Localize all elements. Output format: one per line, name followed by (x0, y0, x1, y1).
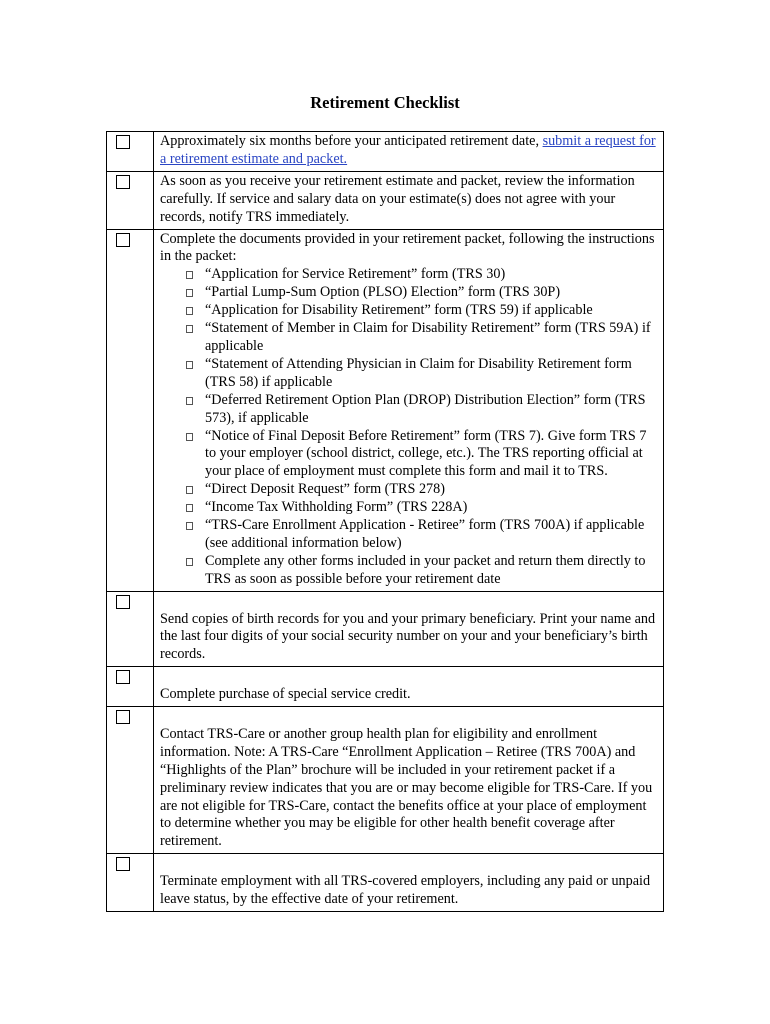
checklist-item-text: Approximately six months before your anticipated retirement date, submit a request for a retirement estimate and packet. (154, 132, 664, 172)
forms-list (160, 266, 659, 588)
checkbox[interactable] (116, 710, 130, 724)
checklist-item-text: Terminate employment with all TRS-covered employers, including any paid or unpaid leave status, by the effective date of your retirement. (154, 854, 664, 912)
list-item: “Deferred Retirement Option Plan (DROP) Distribution Election” form (TRS 573), if applicable (184, 392, 659, 428)
checklist-row (107, 171, 664, 229)
checklist-row (107, 707, 664, 854)
checkbox-cell (107, 707, 154, 854)
checklist-item-text: Complete purchase of special service credit. (154, 667, 664, 707)
list-item: “Direct Deposit Request” form (TRS 278) (184, 481, 659, 499)
checklist-item-text: As soon as you receive your retirement estimate and packet, review the information carefully. If service and salary data on your estimate(s) does not agree with your records, notify TRS immediately. (154, 171, 664, 229)
bullet-box-icon (186, 325, 193, 333)
checkbox[interactable] (116, 595, 130, 609)
bullet-box-icon (186, 361, 193, 369)
checklist-row (107, 854, 664, 912)
checklist-item-text (154, 229, 664, 591)
checkbox-cell (107, 171, 154, 229)
bullet-box-icon (186, 504, 193, 512)
list-item: “Partial Lump-Sum Option (PLSO) Election” form (TRS 30P) (184, 284, 659, 302)
list-item: Complete any other forms included in your packet and return them directly to TRS as soon as possible before your retirement date (184, 553, 659, 589)
checklist-item-text: Send copies of birth records for you and your primary beneficiary. Print your name and the last four digits of your social security number on your and your beneficiary’s birth records. (154, 591, 664, 667)
checkbox-cell (107, 667, 154, 707)
bullet-box-icon (186, 307, 193, 315)
page-title: Retirement Checklist (310, 93, 460, 112)
list-item: “Notice of Final Deposit Before Retirement” form (TRS 7). Give form TRS 7 to your employer (school district, college, etc.). The TRS reporting official at your place of employment must complete this form and mail it to TRS. (184, 428, 659, 482)
list-item: “TRS-Care Enrollment Application - Retiree” form (TRS 700A) if applicable (see additional information below) (184, 517, 659, 553)
checkbox-cell (107, 854, 154, 912)
checkbox-cell (107, 591, 154, 667)
bullet-box-icon (186, 397, 193, 405)
checkbox[interactable] (116, 175, 130, 189)
checkbox-cell (107, 229, 154, 591)
documents-intro: Complete the documents provided in your retirement packet, following the instructions in the packet: (160, 230, 655, 265)
checklist-row (107, 132, 664, 172)
checklist-item-text: Contact TRS-Care or another group health plan for eligibility and enrollment information. Note: A TRS-Care “Enrollment Application – Retiree (TRS 700A) and “Highlights of the Plan” brochure will be included in your retirement packet if a preliminary review indicates that you are or may become eligible for TRS-Care. If you are not eligible for TRS-Care, contact the benefits office at your place of employment to determine whether you may be eligible for other health benefit coverage after retirement. (154, 707, 664, 854)
bullet-box-icon (186, 522, 193, 530)
checkbox[interactable] (116, 135, 130, 149)
bullet-box-icon (186, 486, 193, 494)
bullet-box-icon (186, 289, 193, 297)
checklist-row (107, 229, 664, 591)
checklist-table (106, 131, 664, 912)
bullet-box-icon (186, 271, 193, 279)
checkbox[interactable] (116, 233, 130, 247)
list-item: “Application for Disability Retirement” form (TRS 59) if applicable (184, 302, 659, 320)
checkbox[interactable] (116, 670, 130, 684)
checkbox[interactable] (116, 857, 130, 871)
list-item: “Income Tax Withholding Form” (TRS 228A) (184, 499, 659, 517)
bullet-box-icon (186, 558, 193, 566)
list-item: “Application for Service Retirement” form (TRS 30) (184, 266, 659, 284)
request-estimate-link[interactable]: submit a request for a retirement estimate and packet. (160, 133, 656, 167)
checkbox-cell (107, 132, 154, 172)
bullet-box-icon (186, 433, 193, 441)
list-item: “Statement of Attending Physician in Claim for Disability Retirement form (TRS 58) if applicable (184, 356, 659, 392)
list-item: “Statement of Member in Claim for Disability Retirement” form (TRS 59A) if applicable (184, 320, 659, 356)
checklist-row (107, 591, 664, 667)
checklist-row (107, 667, 664, 707)
